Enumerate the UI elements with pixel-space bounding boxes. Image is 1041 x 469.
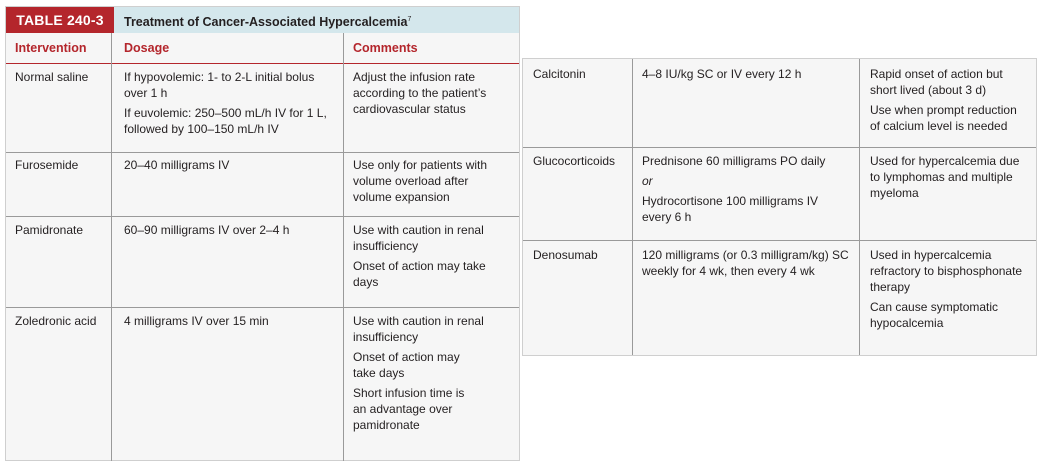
header-intervention: Intervention — [15, 41, 87, 55]
comment-line: Onset of action may take days — [353, 350, 460, 380]
table-title-bar — [6, 7, 519, 33]
dosage-line: 4–8 IU/kg SC or IV every 12 h — [642, 67, 802, 81]
cell-comments — [870, 247, 1030, 335]
cell-dosage — [124, 222, 338, 242]
dosage-line: 4 milligrams IV over 15 min — [124, 314, 269, 328]
dosage-line: Hydrocortisone 100 milligrams IV every 6 h — [642, 194, 819, 224]
comment-line: Can cause symptomatic hypocalcemia — [870, 300, 999, 330]
cell-comments — [353, 69, 513, 121]
dosage-line: If hypovolemic: 1- to 2-L initial bolus over 1 h — [124, 70, 315, 100]
table-panel-right — [522, 58, 1037, 356]
table-title-footnote: 7 — [407, 16, 412, 23]
cell-dosage — [642, 66, 854, 86]
table-header-row — [6, 33, 519, 64]
header-dosage: Dosage — [124, 41, 170, 55]
header-comments: Comments — [353, 41, 418, 55]
dosage-line: 20–40 milligrams IV — [124, 158, 230, 172]
cell-intervention: Glucocorticoids — [533, 154, 616, 168]
dosage-line: 120 milligrams (or 0.3 milligram/kg) SC weekly for 4 wk, then every 4 wk — [642, 248, 849, 278]
column-divider — [111, 33, 112, 461]
cell-intervention: Normal saline — [15, 70, 89, 84]
table-panel-left — [5, 6, 520, 461]
cell-comments — [870, 66, 1030, 138]
comment-line: Rapid onset of action but short lived (about 3 d) — [870, 67, 1003, 97]
table-title-text: Treatment of Cancer-Associated Hypercalcemia — [124, 15, 408, 30]
cell-comments — [353, 157, 508, 209]
row-divider — [6, 216, 519, 217]
dosage-line: If euvolemic: 250–500 mL/h IV for 1 L, followed by 100–150 mL/h IV — [124, 106, 327, 136]
cell-intervention: Zoledronic acid — [15, 314, 97, 328]
dosage-line: Prednisone 60 milligrams PO daily — [642, 154, 826, 168]
row-divider — [6, 152, 519, 153]
column-divider — [859, 59, 860, 355]
table-title — [124, 7, 411, 35]
cell-dosage — [124, 313, 338, 333]
table-number-badge: TABLE 240-3 — [6, 7, 114, 33]
row-divider — [523, 240, 1036, 241]
dosage-line: or — [642, 174, 653, 188]
comment-line: Adjust the infusion rate according to the patient’s cardiovascular status — [353, 70, 487, 116]
dosage-line: 60–90 milligrams IV over 2–4 h — [124, 223, 290, 237]
cell-comments — [353, 313, 503, 437]
comment-line: Used for hypercalcemia due to lymphomas and multiple myeloma — [870, 154, 1020, 200]
cell-dosage — [642, 153, 854, 229]
cell-dosage — [124, 69, 338, 141]
comment-line: Used in hypercalcemia refractory to bisphosphonate therapy — [870, 248, 1023, 294]
cell-intervention: Pamidronate — [15, 223, 84, 237]
cell-dosage — [124, 157, 338, 177]
comment-line: Short infusion time is an advantage over pamidronate — [353, 386, 465, 432]
column-divider — [343, 33, 344, 461]
comment-line: Use with caution in renal insufficiency — [353, 314, 484, 344]
cell-intervention: Furosemide — [15, 158, 79, 172]
cell-dosage — [642, 247, 854, 283]
comment-line: Use with caution in renal insufficiency — [353, 223, 484, 253]
row-divider — [523, 147, 1036, 148]
comment-line: Use only for patients with volume overload after volume expansion — [353, 158, 488, 204]
row-divider — [6, 307, 519, 308]
cell-comments — [353, 222, 503, 294]
cell-intervention: Calcitonin — [533, 67, 586, 81]
comment-line: Onset of action may take days — [353, 259, 486, 289]
column-divider — [632, 59, 633, 355]
cell-comments — [870, 153, 1032, 205]
comment-line: Use when prompt reduction of calcium level is needed — [870, 103, 1017, 133]
cell-intervention: Denosumab — [533, 248, 598, 262]
